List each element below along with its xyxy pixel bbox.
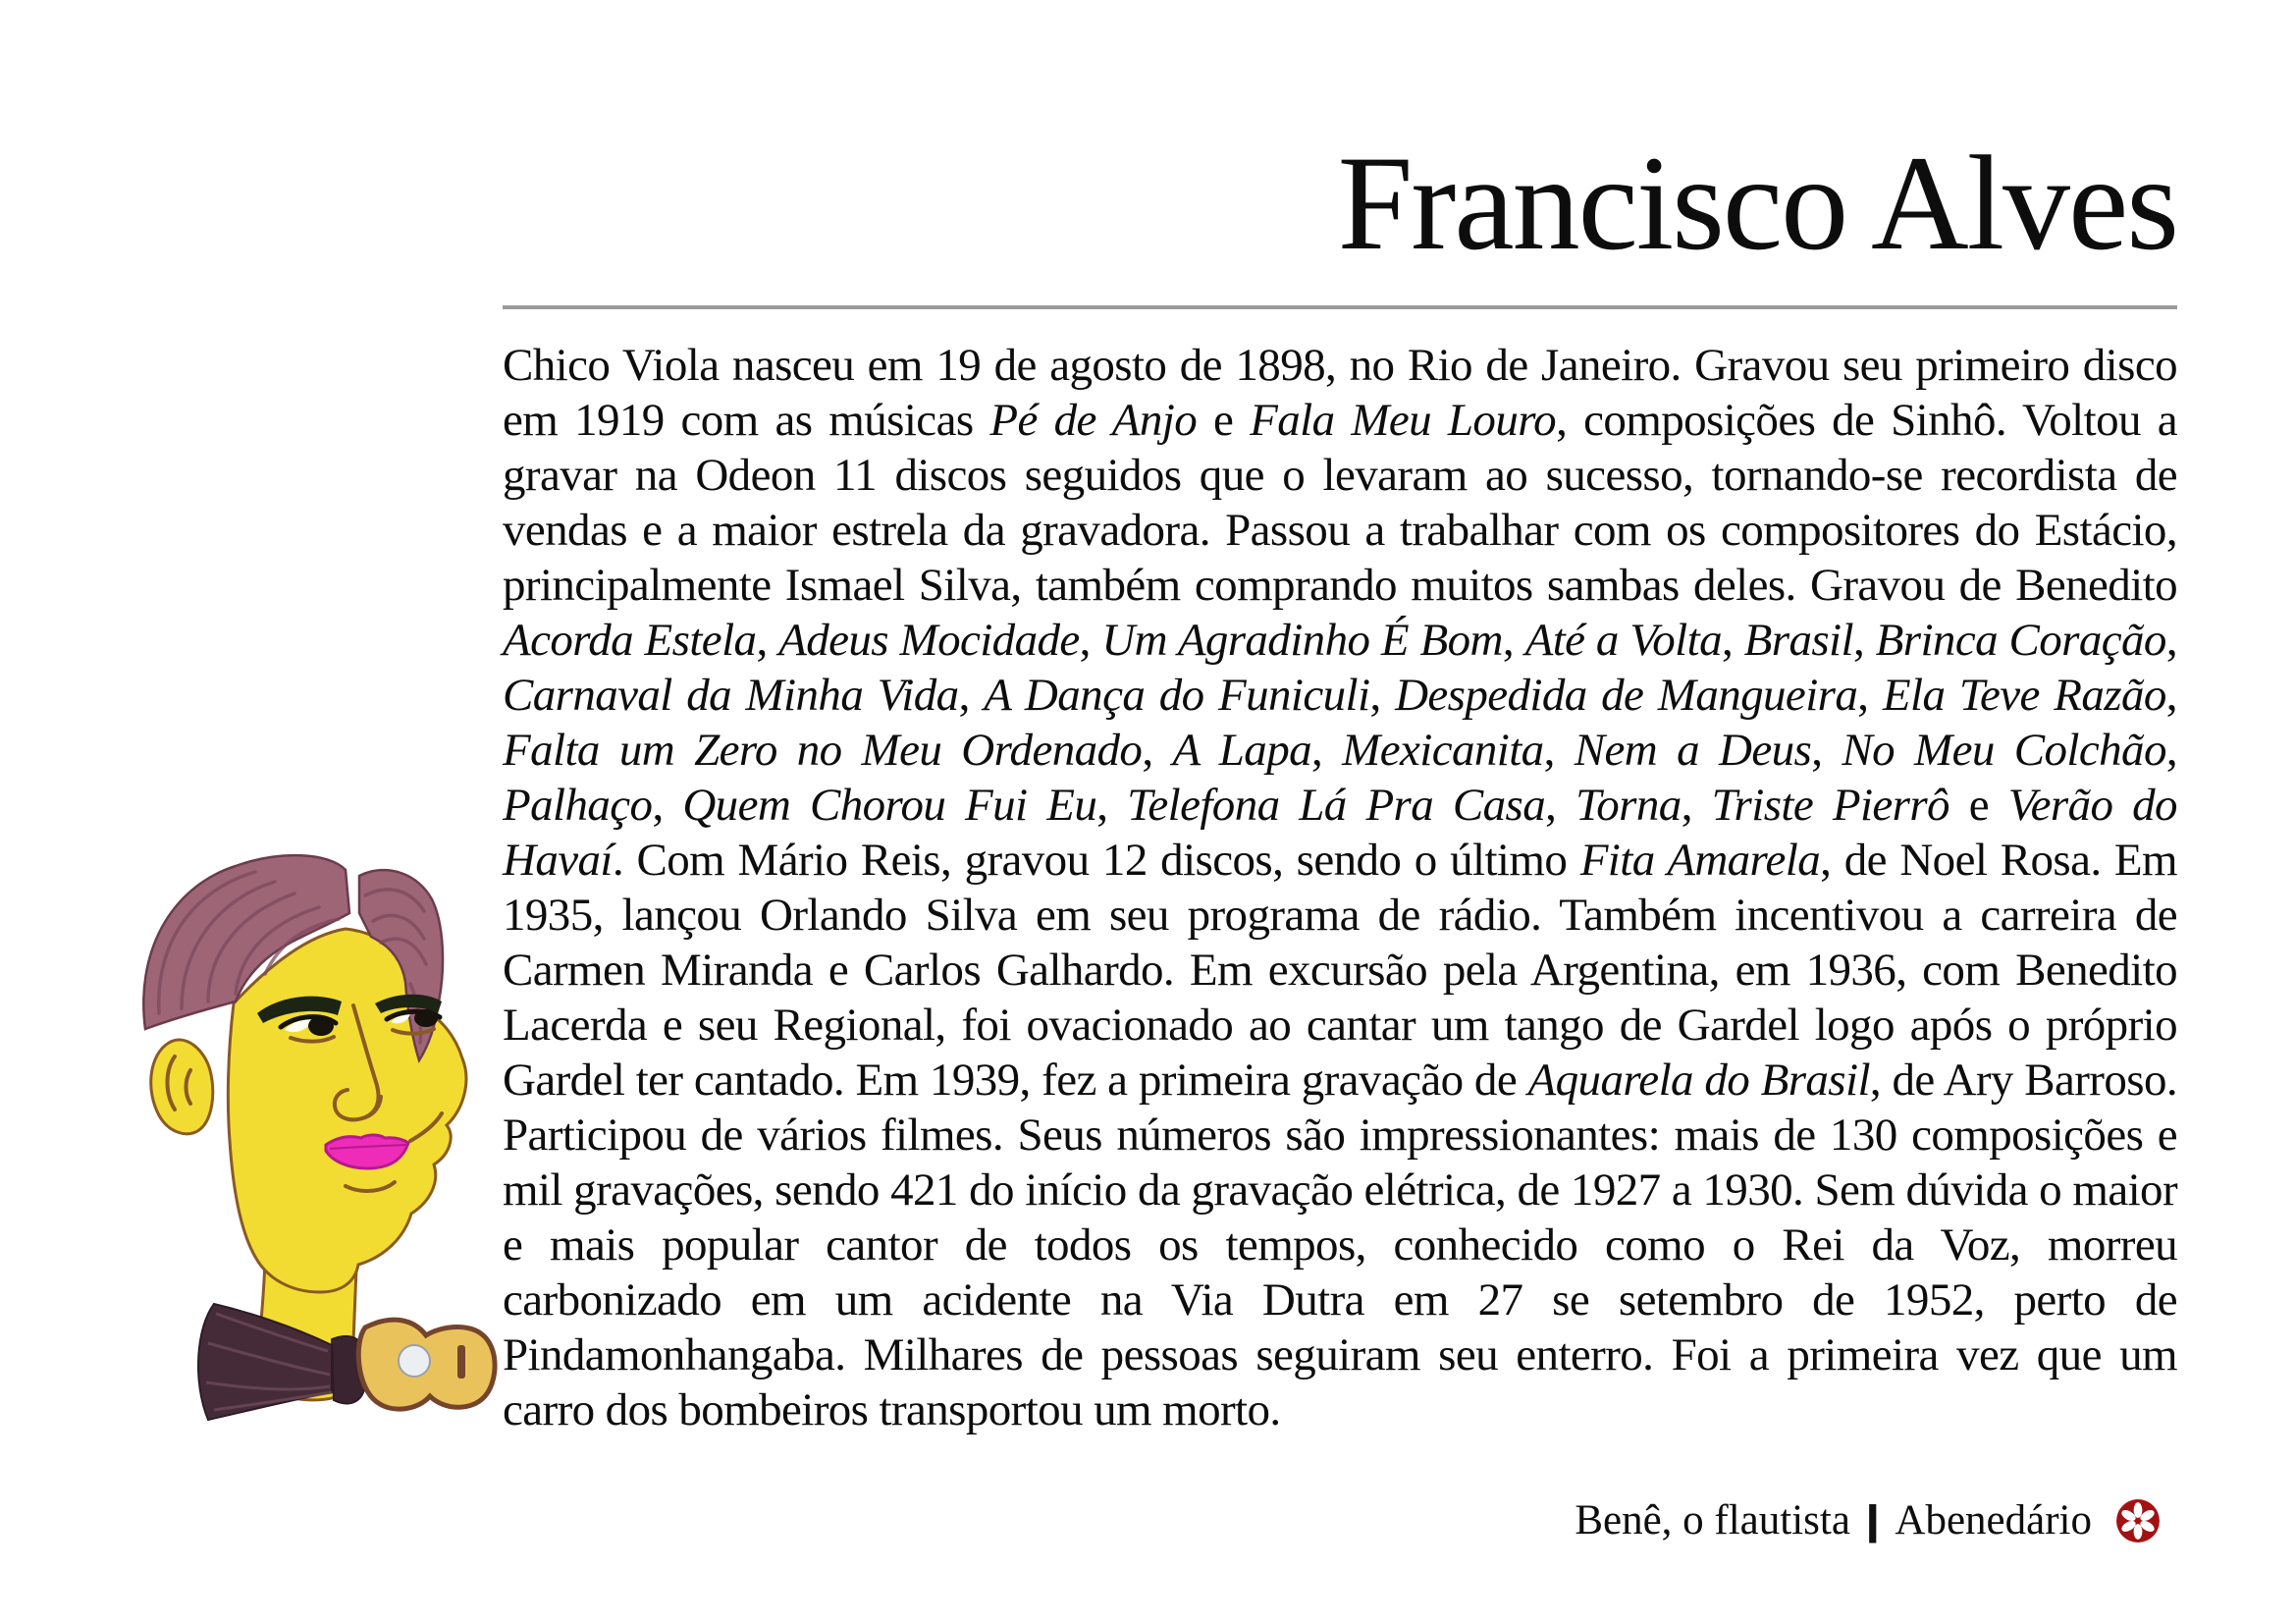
- page-title-text: Francisco Alves: [1337, 128, 2177, 278]
- portrait-illustration: [98, 837, 520, 1465]
- footer: [1575, 1496, 2161, 1544]
- footer-book-title: Benê, o flautista: [1575, 1497, 1850, 1543]
- title-divider: [503, 305, 2177, 309]
- page-title: [1337, 128, 2177, 278]
- ear: [151, 1040, 213, 1134]
- footer-collection: Abenedário: [1895, 1497, 2092, 1543]
- asterisk-flower-icon: [2115, 1498, 2161, 1543]
- biography-paragraph: Chico Viola nasceu em 19 de agosto de 1898, no Rio de Janeiro. Gravou seu primeiro disco em 1919 com as músicas Pé de Anjo e Fala Meu Louro, composições de Sinhô. Voltou a gravar na Odeon 11 discos seguidos que o levaram ao sucesso, tornando-se recordista de vendas e a maior estrela da gravadora. Passou a trabalhar com os compositores do Estácio, principalmente Ismael Silva, também comprando muitos sambas deles. Gravou de Benedito Acorda Estela, Adeus Mocidade, Um Agradinho É Bom, Até a Volta, Brasil, Brinca Coração, Carnaval da Minha Vida, A Dança do Funiculi, Despedida de Mangueira, Ela Teve Razão, Falta um Zero no Meu Ordenado, A Lapa, Mexicanita, Nem a Deus, No Meu Colchão, Palhaço, Quem Chorou Fui Eu, Telefona Lá Pra Casa, Torna, Triste Pierrô e Verão do Havaí. Com Mário Reis, gravou 12 discos, sendo o último Fita Amarela, de Noel Rosa. Em 1935, lançou Orlando Silva em seu programa de rádio. Também incentivou a carreira de Carmen Miranda e Carlos Galhardo. Em excursão pela Argentina, em 1936, com Benedito Lacerda e seu Regional, foi ovacionado ao cantar um tango de Gardel logo após o próprio Gardel ter cantado. Em 1939, fez a primeira gravação de Aquarela do Brasil, de Ary Barroso. Participou de vários filmes. Seus números são impressionantes: mais de 130 composições e mil gravações, sendo 421 do início da gravação elétrica, de 1927 a 1930. Sem dúvida o maior e mais popular cantor de todos os tempos, conhecido como o Rei da Voz, morreu carbonizado em um acidente na Via Dutra em 27 se setembro de 1952, perto de Pindamonhangaba. Milhares de pessoas seguiram seu enterro. Foi a primeira vez que um carro dos bombeiros transportou um morto.: [503, 340, 2178, 1435]
- caricature-drawing: [98, 837, 520, 1465]
- separator-bar: |: [1861, 1497, 1885, 1543]
- guitar: [358, 1320, 495, 1409]
